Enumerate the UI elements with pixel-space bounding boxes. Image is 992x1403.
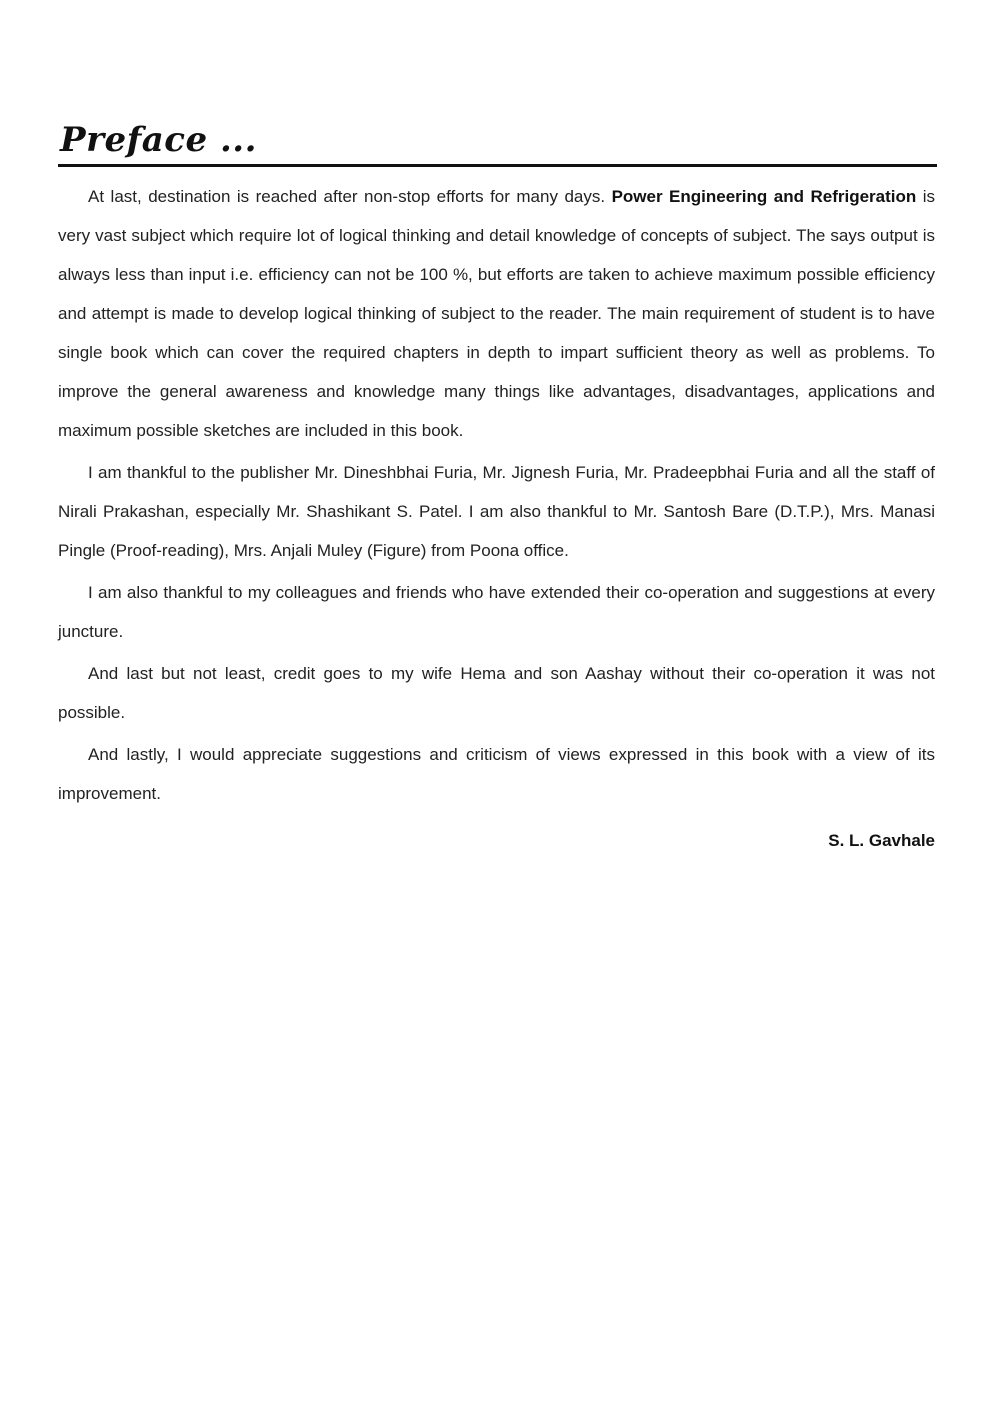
- book-title: Power Engineering and Refrigeration: [611, 187, 917, 206]
- paragraph-4: And last but not least, credit goes to my wife Hema and son Aashay without their co-operation it was not possible.: [58, 664, 935, 722]
- title-underline: [58, 164, 937, 167]
- paragraph-1-intro: At last, destination is reached after non-stop efforts for many days.: [88, 187, 612, 206]
- preface-page: [58, 118, 935, 851]
- paragraph-1: [58, 177, 935, 450]
- page-title: Preface ...: [60, 120, 257, 160]
- paragraph-5: And lastly, I would appreciate suggestions and criticism of views expressed in this book with a view of its improvement.: [58, 745, 935, 803]
- author-signature: S. L. Gavhale: [828, 831, 935, 850]
- paragraph-3: I am also thankful to my colleagues and friends who have extended their co-operation and suggestions at every juncture.: [58, 583, 935, 641]
- paragraph-1-rest: is very vast subject which require lot of logical thinking and detail knowledge of concepts of subject. The says output is always less than input i.e. efficiency can not be 100 %, but efforts are taken to achieve maximum possible efficiency and attempt is made to develop logical thinking of subject to the reader. The main requirement of student is to have single book which can cover the required chapters in depth to impart sufficient theory as well as problems. To improve the general awareness and knowledge many things like advantages, disadvantages, applications and maximum possible sketches are included in this book.: [58, 187, 936, 440]
- paragraph-2: I am thankful to the publisher Mr. Dineshbhai Furia, Mr. Jignesh Furia, Mr. Pradeepbhai Furia and all the staff of Nirali Prakashan, especially Mr. Shashikant S. Patel. I am also thankful to Mr. Santosh Bare (D.T.P.), Mrs. Manasi Pingle (Proof-reading), Mrs. Anjali Muley (Figure) from Poona office.: [58, 463, 935, 560]
